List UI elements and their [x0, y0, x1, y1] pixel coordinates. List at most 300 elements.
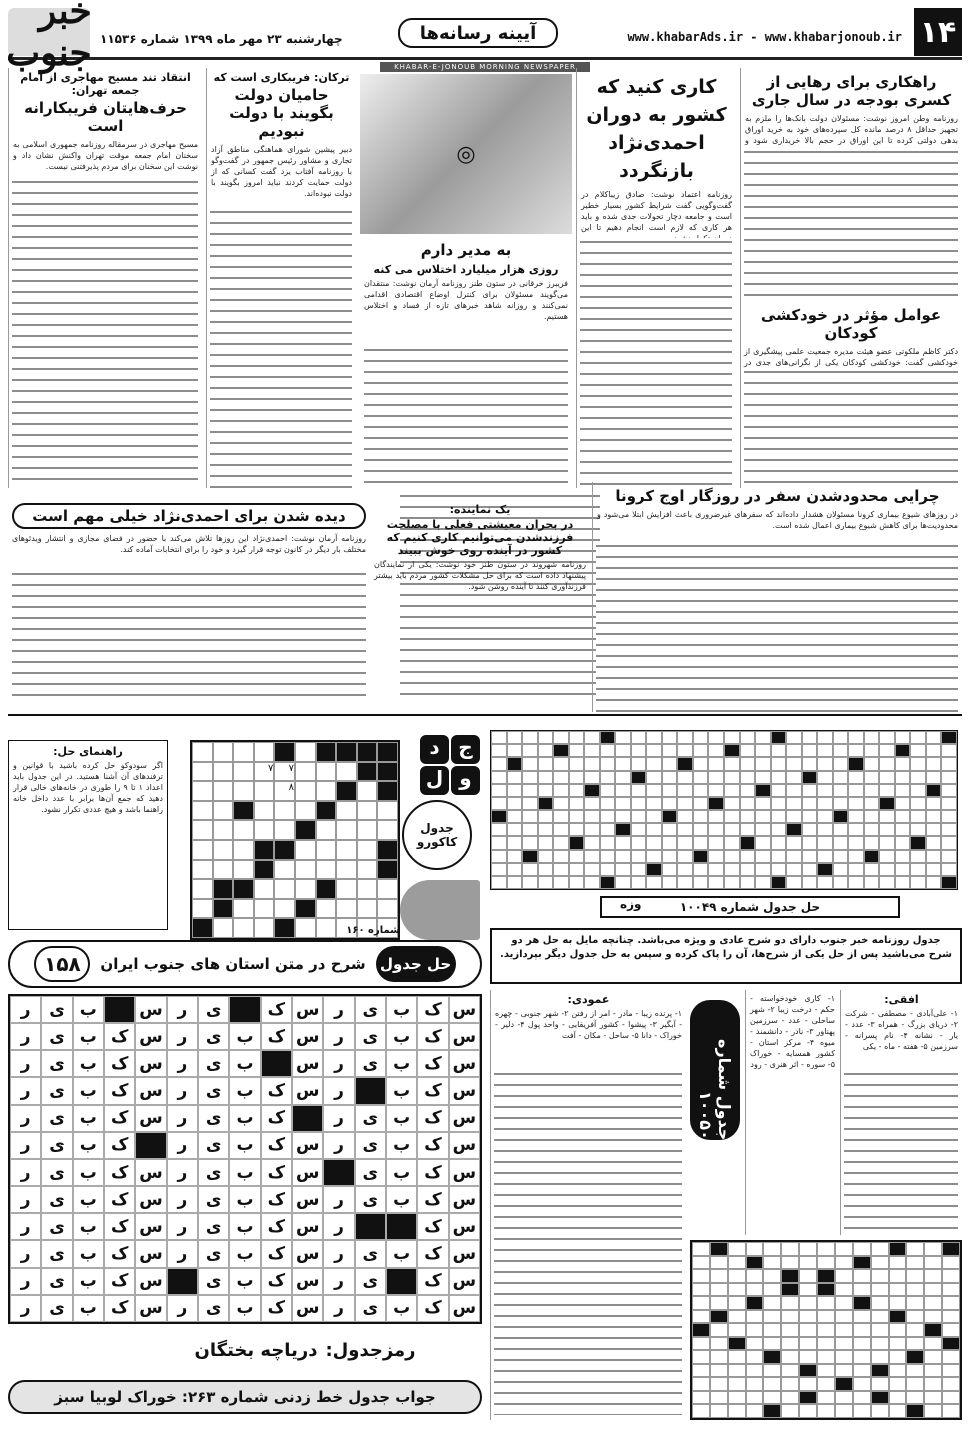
grid-cell[interactable]: ک	[417, 1186, 448, 1213]
grid-cell[interactable]: س	[449, 1050, 480, 1077]
grid-cell[interactable]	[507, 771, 523, 784]
grid-cell[interactable]	[781, 1256, 799, 1270]
grid-cell[interactable]	[942, 1404, 960, 1418]
grid-cell[interactable]	[926, 810, 942, 823]
grid-cell[interactable]	[746, 1364, 764, 1378]
grid-cell[interactable]	[879, 850, 895, 863]
grid-cell[interactable]	[710, 1283, 728, 1297]
site-urls[interactable]: www.khabarAds.ir - www.khabarjonoub.ir	[627, 30, 902, 44]
grid-cell[interactable]	[538, 836, 554, 849]
grid-cell[interactable]	[763, 1350, 781, 1364]
grid-cell[interactable]	[192, 742, 213, 762]
grid-cell[interactable]	[817, 823, 833, 836]
grid-cell[interactable]: ی	[41, 1186, 72, 1213]
grid-cell[interactable]	[553, 731, 569, 744]
grid-cell[interactable]: ر	[10, 1077, 41, 1104]
grid-cell[interactable]: ب	[229, 1132, 260, 1159]
grid-cell[interactable]: ب	[386, 1023, 417, 1050]
grid-cell[interactable]	[781, 1242, 799, 1256]
grid-cell[interactable]	[192, 879, 213, 899]
grid-cell[interactable]	[708, 771, 724, 784]
grid-cell[interactable]	[853, 1296, 871, 1310]
grid-cell[interactable]	[746, 1296, 764, 1310]
grid-cell[interactable]	[895, 797, 911, 810]
grid-cell[interactable]: ر	[167, 1159, 198, 1186]
grid-cell[interactable]	[906, 1350, 924, 1364]
grid-cell[interactable]	[724, 850, 740, 863]
grid-cell[interactable]	[724, 876, 740, 889]
grid-cell[interactable]	[233, 742, 254, 762]
grid-cell[interactable]: س	[449, 1159, 480, 1186]
grid-cell[interactable]	[879, 784, 895, 797]
grid-cell[interactable]	[786, 744, 802, 757]
grid-cell[interactable]	[835, 1283, 853, 1297]
grid-cell[interactable]	[853, 1256, 871, 1270]
grid-cell[interactable]	[693, 863, 709, 876]
grid-cell[interactable]	[292, 1105, 323, 1132]
grid-cell[interactable]: ی	[198, 1105, 229, 1132]
grid-cell[interactable]: ر	[167, 1077, 198, 1104]
grid-cell[interactable]	[924, 1350, 942, 1364]
grid-cell[interactable]	[906, 1377, 924, 1391]
grid-cell[interactable]	[662, 784, 678, 797]
grid-cell[interactable]	[600, 757, 616, 770]
grid-cell[interactable]: ک	[261, 1186, 292, 1213]
grid-cell[interactable]	[213, 742, 234, 762]
grid-cell[interactable]	[692, 1296, 710, 1310]
grid-cell[interactable]: ی	[41, 1268, 72, 1295]
grid-cell[interactable]: ک	[261, 1077, 292, 1104]
grid-cell[interactable]: ی	[198, 1159, 229, 1186]
grid-cell[interactable]	[491, 863, 507, 876]
grid-cell[interactable]	[316, 801, 337, 821]
grid-cell[interactable]	[817, 1310, 835, 1324]
grid-cell[interactable]	[763, 1404, 781, 1418]
grid-cell[interactable]	[724, 863, 740, 876]
grid-cell[interactable]: س	[449, 996, 480, 1023]
grid-cell[interactable]	[507, 823, 523, 836]
grid-cell[interactable]	[646, 771, 662, 784]
grid-cell[interactable]	[553, 836, 569, 849]
grid-cell[interactable]	[910, 810, 926, 823]
grid-cell[interactable]: ب	[73, 1186, 104, 1213]
grid-cell[interactable]	[631, 797, 647, 810]
grid-cell[interactable]: ی	[198, 1186, 229, 1213]
grid-cell[interactable]	[491, 876, 507, 889]
grid-cell[interactable]	[553, 850, 569, 863]
grid-cell[interactable]	[254, 801, 275, 821]
grid-cell[interactable]	[522, 797, 538, 810]
grid-cell[interactable]: ک	[261, 1023, 292, 1050]
grid-cell[interactable]	[213, 840, 234, 860]
grid-cell[interactable]	[746, 1256, 764, 1270]
grid-cell[interactable]	[507, 757, 523, 770]
grid-cell[interactable]: س	[292, 996, 323, 1023]
grid-cell[interactable]	[646, 784, 662, 797]
grid-cell[interactable]: ک	[417, 1268, 448, 1295]
grid-cell[interactable]	[746, 1242, 764, 1256]
grid-cell[interactable]	[336, 801, 357, 821]
grid-cell[interactable]	[386, 1268, 417, 1295]
grid-cell[interactable]	[522, 863, 538, 876]
grid-cell[interactable]	[336, 879, 357, 899]
grid-cell[interactable]	[910, 797, 926, 810]
grid-cell[interactable]: ی	[355, 1105, 386, 1132]
grid-cell[interactable]	[848, 771, 864, 784]
grid-cell[interactable]	[631, 784, 647, 797]
grid-cell[interactable]	[817, 1404, 835, 1418]
grid-cell[interactable]	[631, 876, 647, 889]
grid-cell[interactable]	[942, 1242, 960, 1256]
grid-cell[interactable]: ر	[167, 1186, 198, 1213]
grid-cell[interactable]	[357, 801, 378, 821]
grid-cell[interactable]: ک	[104, 1159, 135, 1186]
grid-cell[interactable]	[942, 1377, 960, 1391]
grid-cell[interactable]	[336, 820, 357, 840]
grid-cell[interactable]	[692, 1377, 710, 1391]
grid-cell[interactable]	[941, 784, 957, 797]
grid-cell[interactable]	[781, 1323, 799, 1337]
grid-cell[interactable]: ر	[10, 1105, 41, 1132]
grid-cell[interactable]	[817, 1296, 835, 1310]
grid-cell[interactable]: ر	[167, 1132, 198, 1159]
grid-cell[interactable]: س	[292, 1050, 323, 1077]
grid-cell[interactable]	[942, 1391, 960, 1405]
grid-cell[interactable]	[710, 1242, 728, 1256]
grid-cell[interactable]	[355, 1077, 386, 1104]
grid-cell[interactable]	[942, 1364, 960, 1378]
grid-cell[interactable]	[213, 899, 234, 919]
grid-cell[interactable]	[771, 836, 787, 849]
grid-cell[interactable]	[799, 1310, 817, 1324]
grid-cell[interactable]	[740, 810, 756, 823]
grid-cell[interactable]: ک	[104, 1105, 135, 1132]
grid-cell[interactable]	[799, 1283, 817, 1297]
grid-cell[interactable]	[910, 850, 926, 863]
grid-cell[interactable]	[600, 744, 616, 757]
grid-cell[interactable]	[848, 744, 864, 757]
grid-cell[interactable]	[192, 801, 213, 821]
grid-cell[interactable]	[889, 1377, 907, 1391]
grid-cell[interactable]: ی	[41, 1213, 72, 1240]
grid-cell[interactable]	[724, 823, 740, 836]
grid-cell[interactable]	[677, 836, 693, 849]
grid-cell[interactable]	[817, 863, 833, 876]
grid-cell[interactable]	[584, 771, 600, 784]
grid-cell[interactable]	[377, 781, 398, 801]
grid-cell[interactable]	[786, 784, 802, 797]
grid-cell[interactable]: ر	[323, 1023, 354, 1050]
grid-cell[interactable]	[615, 731, 631, 744]
grid-cell[interactable]	[692, 1283, 710, 1297]
grid-cell[interactable]	[864, 757, 880, 770]
grid-cell[interactable]: ی	[355, 1159, 386, 1186]
grid-cell[interactable]	[910, 771, 926, 784]
grid-cell[interactable]	[522, 731, 538, 744]
grid-cell[interactable]: ک	[261, 996, 292, 1023]
grid-cell[interactable]	[924, 1296, 942, 1310]
grid-cell[interactable]	[615, 797, 631, 810]
grid-cell[interactable]: ب	[386, 1295, 417, 1322]
grid-cell[interactable]	[802, 850, 818, 863]
grid-cell[interactable]	[357, 781, 378, 801]
grid-cell[interactable]	[584, 863, 600, 876]
grid-cell[interactable]: ک	[104, 1050, 135, 1077]
grid-cell[interactable]: ک	[417, 996, 448, 1023]
grid-cell[interactable]	[771, 771, 787, 784]
grid-cell[interactable]	[615, 757, 631, 770]
grid-cell[interactable]	[724, 810, 740, 823]
grid-cell[interactable]: ک	[104, 1077, 135, 1104]
grid-cell[interactable]	[941, 836, 957, 849]
grid-cell[interactable]: س	[292, 1268, 323, 1295]
grid-cell[interactable]	[710, 1256, 728, 1270]
grid-cell[interactable]	[864, 731, 880, 744]
grid-cell[interactable]	[295, 742, 316, 762]
grid-cell[interactable]	[677, 784, 693, 797]
grid-cell[interactable]	[491, 836, 507, 849]
grid-cell[interactable]	[771, 784, 787, 797]
grid-cell[interactable]: س	[135, 1159, 166, 1186]
grid-cell[interactable]	[926, 797, 942, 810]
grid-cell[interactable]: ر	[323, 1213, 354, 1240]
grid-cell[interactable]	[615, 876, 631, 889]
grid-cell[interactable]	[357, 899, 378, 919]
grid-cell[interactable]	[763, 1323, 781, 1337]
grid-cell[interactable]	[833, 850, 849, 863]
grid-cell[interactable]: ب	[229, 1050, 260, 1077]
grid-cell[interactable]	[295, 820, 316, 840]
grid-cell[interactable]: ی	[41, 1240, 72, 1267]
grid-cell[interactable]	[728, 1377, 746, 1391]
grid-cell[interactable]	[254, 899, 275, 919]
grid-cell[interactable]	[710, 1391, 728, 1405]
grid-cell[interactable]	[740, 876, 756, 889]
grid-cell[interactable]	[942, 1350, 960, 1364]
grid-cell[interactable]	[584, 876, 600, 889]
grid-cell[interactable]	[662, 757, 678, 770]
grid-cell[interactable]	[879, 836, 895, 849]
grid-cell[interactable]: ر	[167, 1295, 198, 1322]
grid-cell[interactable]	[879, 810, 895, 823]
grid-cell[interactable]	[213, 918, 234, 938]
grid-cell[interactable]: ب	[386, 1240, 417, 1267]
grid-cell[interactable]: ر	[323, 1077, 354, 1104]
grid-cell[interactable]	[871, 1242, 889, 1256]
grid-cell[interactable]	[817, 771, 833, 784]
grid-cell[interactable]	[941, 757, 957, 770]
grid-cell[interactable]: ی	[355, 1023, 386, 1050]
grid-cell[interactable]: ر	[323, 1186, 354, 1213]
grid-cell[interactable]	[724, 744, 740, 757]
grid-cell[interactable]	[538, 810, 554, 823]
grid-cell[interactable]: ب	[386, 1132, 417, 1159]
grid-cell[interactable]	[781, 1377, 799, 1391]
grid-cell[interactable]	[553, 810, 569, 823]
grid-cell[interactable]	[274, 918, 295, 938]
grid-cell[interactable]: ب	[386, 1077, 417, 1104]
grid-cell[interactable]	[835, 1391, 853, 1405]
grid-cell[interactable]: ی	[41, 1050, 72, 1077]
grid-cell[interactable]	[377, 742, 398, 762]
grid-cell[interactable]	[507, 797, 523, 810]
grid-cell[interactable]	[910, 744, 926, 757]
grid-cell[interactable]	[646, 863, 662, 876]
grid-cell[interactable]	[692, 1350, 710, 1364]
grid-cell[interactable]: ی	[41, 1105, 72, 1132]
grid-cell[interactable]: ر	[10, 1132, 41, 1159]
grid-cell[interactable]	[895, 744, 911, 757]
grid-cell[interactable]	[755, 863, 771, 876]
grid-cell[interactable]	[889, 1391, 907, 1405]
grid-cell[interactable]	[646, 744, 662, 757]
grid-cell[interactable]	[746, 1391, 764, 1405]
grid-cell[interactable]	[192, 781, 213, 801]
grid-cell[interactable]	[357, 820, 378, 840]
grid-cell[interactable]: ب	[229, 1077, 260, 1104]
grid-cell[interactable]	[553, 744, 569, 757]
grid-cell[interactable]	[631, 850, 647, 863]
grid-cell[interactable]	[491, 823, 507, 836]
grid-cell[interactable]	[677, 876, 693, 889]
grid-cell[interactable]	[864, 810, 880, 823]
grid-cell[interactable]: س	[135, 1077, 166, 1104]
grid-cell[interactable]	[692, 1242, 710, 1256]
grid-cell[interactable]	[274, 840, 295, 860]
grid-cell[interactable]: ر	[167, 1213, 198, 1240]
grid-cell[interactable]	[853, 1283, 871, 1297]
grid-cell[interactable]	[942, 1296, 960, 1310]
grid-cell[interactable]: س	[292, 1186, 323, 1213]
grid-cell[interactable]	[941, 863, 957, 876]
grid-cell[interactable]: ب	[73, 1077, 104, 1104]
grid-cell[interactable]	[771, 876, 787, 889]
grid-cell[interactable]	[895, 731, 911, 744]
grid-cell[interactable]: ر	[323, 1240, 354, 1267]
grid-cell[interactable]	[833, 744, 849, 757]
grid-cell[interactable]	[522, 810, 538, 823]
grid-cell[interactable]	[692, 1269, 710, 1283]
grid-cell[interactable]: ر	[10, 1050, 41, 1077]
grid-cell[interactable]	[233, 899, 254, 919]
grid-cell[interactable]	[491, 797, 507, 810]
grid-cell[interactable]	[323, 1159, 354, 1186]
grid-cell[interactable]	[833, 836, 849, 849]
grid-cell[interactable]	[600, 836, 616, 849]
grid-cell[interactable]	[336, 762, 357, 782]
grid-cell[interactable]	[924, 1310, 942, 1324]
grid-cell[interactable]	[569, 836, 585, 849]
grid-cell[interactable]	[833, 731, 849, 744]
grid-cell[interactable]	[924, 1256, 942, 1270]
grid-cell[interactable]	[853, 1404, 871, 1418]
grid-cell[interactable]: ی	[41, 1132, 72, 1159]
grid-cell[interactable]	[740, 784, 756, 797]
grid-cell[interactable]: ک	[417, 1213, 448, 1240]
grid-cell[interactable]	[569, 876, 585, 889]
grid-cell[interactable]	[316, 860, 337, 880]
grid-cell[interactable]: ی	[41, 996, 72, 1023]
grid-cell[interactable]	[906, 1283, 924, 1297]
grid-cell[interactable]: ک	[104, 1132, 135, 1159]
grid-cell[interactable]: ب	[386, 996, 417, 1023]
grid-cell[interactable]	[799, 1256, 817, 1270]
grid-cell[interactable]	[377, 899, 398, 919]
grid-cell[interactable]	[895, 863, 911, 876]
grid-cell[interactable]	[192, 899, 213, 919]
grid-cell[interactable]	[786, 850, 802, 863]
grid-cell[interactable]: ک	[417, 1295, 448, 1322]
grid-cell[interactable]: ب	[73, 1023, 104, 1050]
grid-cell[interactable]: ک	[104, 1240, 135, 1267]
grid-cell[interactable]	[817, 1391, 835, 1405]
grid-cell[interactable]	[755, 823, 771, 836]
grid-cell[interactable]	[746, 1337, 764, 1351]
grid-cell[interactable]: س	[135, 1023, 166, 1050]
grid-cell[interactable]	[835, 1404, 853, 1418]
grid-cell[interactable]	[710, 1404, 728, 1418]
grid-cell[interactable]	[817, 810, 833, 823]
grid-cell[interactable]	[926, 784, 942, 797]
grid-cell[interactable]: س	[292, 1132, 323, 1159]
grid-cell[interactable]	[802, 810, 818, 823]
grid-cell[interactable]	[763, 1310, 781, 1324]
grid-cell[interactable]	[924, 1323, 942, 1337]
grid-cell[interactable]	[848, 863, 864, 876]
grid-cell[interactable]	[799, 1350, 817, 1364]
grid-cell[interactable]	[942, 1269, 960, 1283]
grid-cell[interactable]: ک	[104, 1295, 135, 1322]
grid-cell[interactable]	[853, 1269, 871, 1283]
grid-cell[interactable]	[817, 1364, 835, 1378]
grid-cell[interactable]: ی	[41, 1023, 72, 1050]
grid-cell[interactable]	[763, 1283, 781, 1297]
grid-cell[interactable]	[802, 876, 818, 889]
grid-cell[interactable]: ب	[229, 1240, 260, 1267]
grid-cell[interactable]	[491, 784, 507, 797]
grid-cell[interactable]	[755, 784, 771, 797]
grid-cell[interactable]	[889, 1364, 907, 1378]
grid-cell[interactable]	[646, 876, 662, 889]
grid-cell[interactable]	[316, 762, 337, 782]
grid-cell[interactable]	[584, 757, 600, 770]
grid-cell[interactable]	[835, 1310, 853, 1324]
grid-cell[interactable]	[233, 879, 254, 899]
grid-cell[interactable]	[833, 771, 849, 784]
grid-cell[interactable]	[746, 1377, 764, 1391]
grid-cell[interactable]	[781, 1283, 799, 1297]
grid-cell[interactable]	[817, 1337, 835, 1351]
grid-cell[interactable]	[538, 876, 554, 889]
grid-cell[interactable]	[906, 1296, 924, 1310]
grid-cell[interactable]	[692, 1364, 710, 1378]
grid-cell[interactable]: ب	[386, 1159, 417, 1186]
grid-cell[interactable]: س	[135, 1240, 166, 1267]
grid-cell[interactable]	[895, 823, 911, 836]
grid-cell[interactable]	[692, 1404, 710, 1418]
grid-cell[interactable]	[336, 781, 357, 801]
grid-cell[interactable]	[786, 836, 802, 849]
grid-cell[interactable]: س	[135, 1295, 166, 1322]
grid-cell[interactable]: س	[449, 1186, 480, 1213]
grid-cell[interactable]	[889, 1337, 907, 1351]
grid-cell[interactable]: ب	[73, 1268, 104, 1295]
grid-cell[interactable]	[910, 731, 926, 744]
grid-cell[interactable]: ر	[10, 1213, 41, 1240]
grid-cell[interactable]	[693, 731, 709, 744]
grid-cell[interactable]	[336, 899, 357, 919]
grid-cell[interactable]	[192, 840, 213, 860]
